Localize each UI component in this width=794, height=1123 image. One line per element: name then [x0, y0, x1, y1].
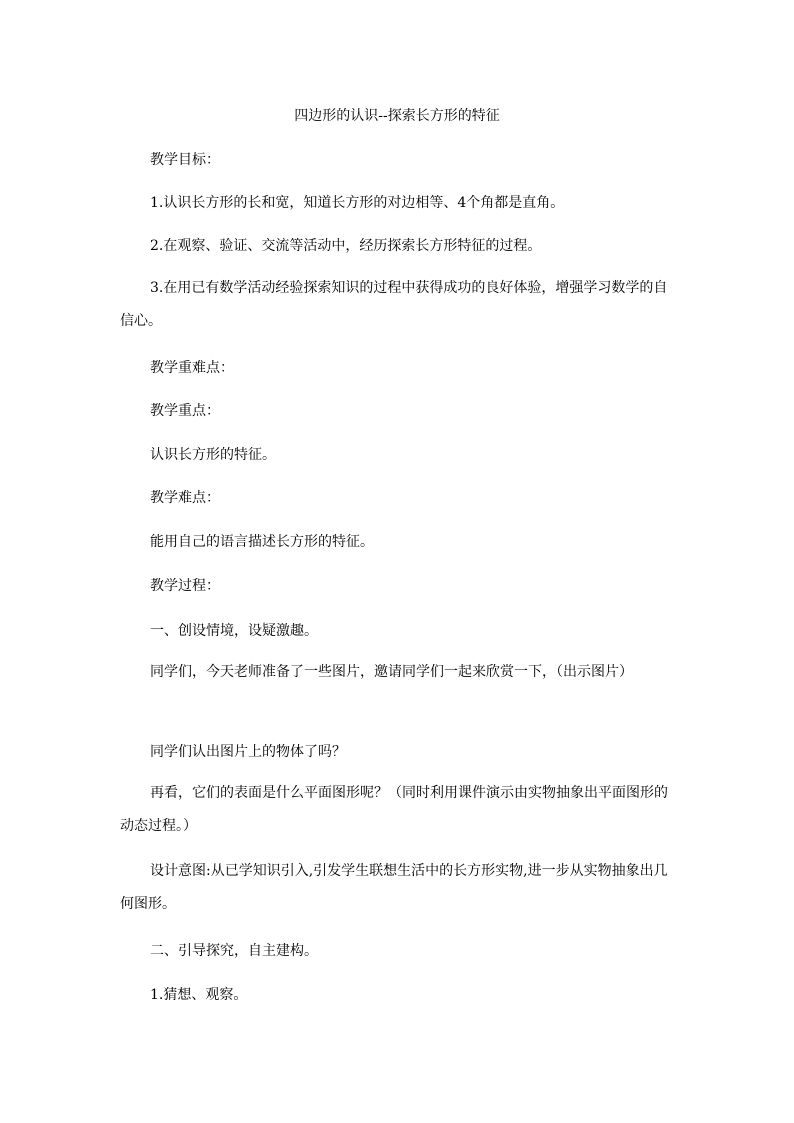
step-1: 1.猜想、观察。: [150, 987, 248, 1003]
difficulty-heading: 教学难点：: [150, 490, 220, 506]
document-title: 四边形的认识--探索长方形的特征: [294, 108, 500, 124]
para-3: 再看，它们的表面是什么平面图形呢？（同时利用课件演示由实物抽象出平面图形的动态过程。）: [120, 785, 668, 834]
design-intent: 设计意图:从已学知识引入,引发学生联想生活中的长方形实物,进一步从实物抽象出几何图形。: [120, 863, 668, 912]
key-point-heading: 教学重点：: [150, 403, 220, 419]
objective-2: 2.在观察、验证、交流等活动中，经历探索长方形特征的过程。: [150, 238, 542, 254]
objective-3: 3.在用已有数学活动经验探索知识的过程中获得成功的良好体验，增强学习数学的自信心。: [120, 280, 668, 329]
process-heading: 教学过程：: [150, 578, 220, 594]
section-2-heading: 二、引导探究，自主建构。: [150, 943, 318, 959]
key-point: 认识长方形的特征。: [150, 447, 276, 463]
para-1: 同学们，今天老师准备了一些图片，邀请同学们一起来欣赏一下，（出示图片）: [150, 664, 633, 680]
key-difficult-heading: 教学重难点：: [150, 360, 234, 376]
objective-1: 1.认识长方形的长和宽，知道长方形的对边相等、4个角都是直角。: [150, 195, 565, 211]
para-2: 同学们认出图片上的物体了吗？: [150, 744, 346, 760]
section-1-heading: 一、创设情境，设疑激趣。: [150, 623, 318, 639]
objectives-heading: 教学目标：: [150, 152, 220, 168]
difficulty: 能用自己的语言描述长方形的特征。: [150, 534, 374, 550]
